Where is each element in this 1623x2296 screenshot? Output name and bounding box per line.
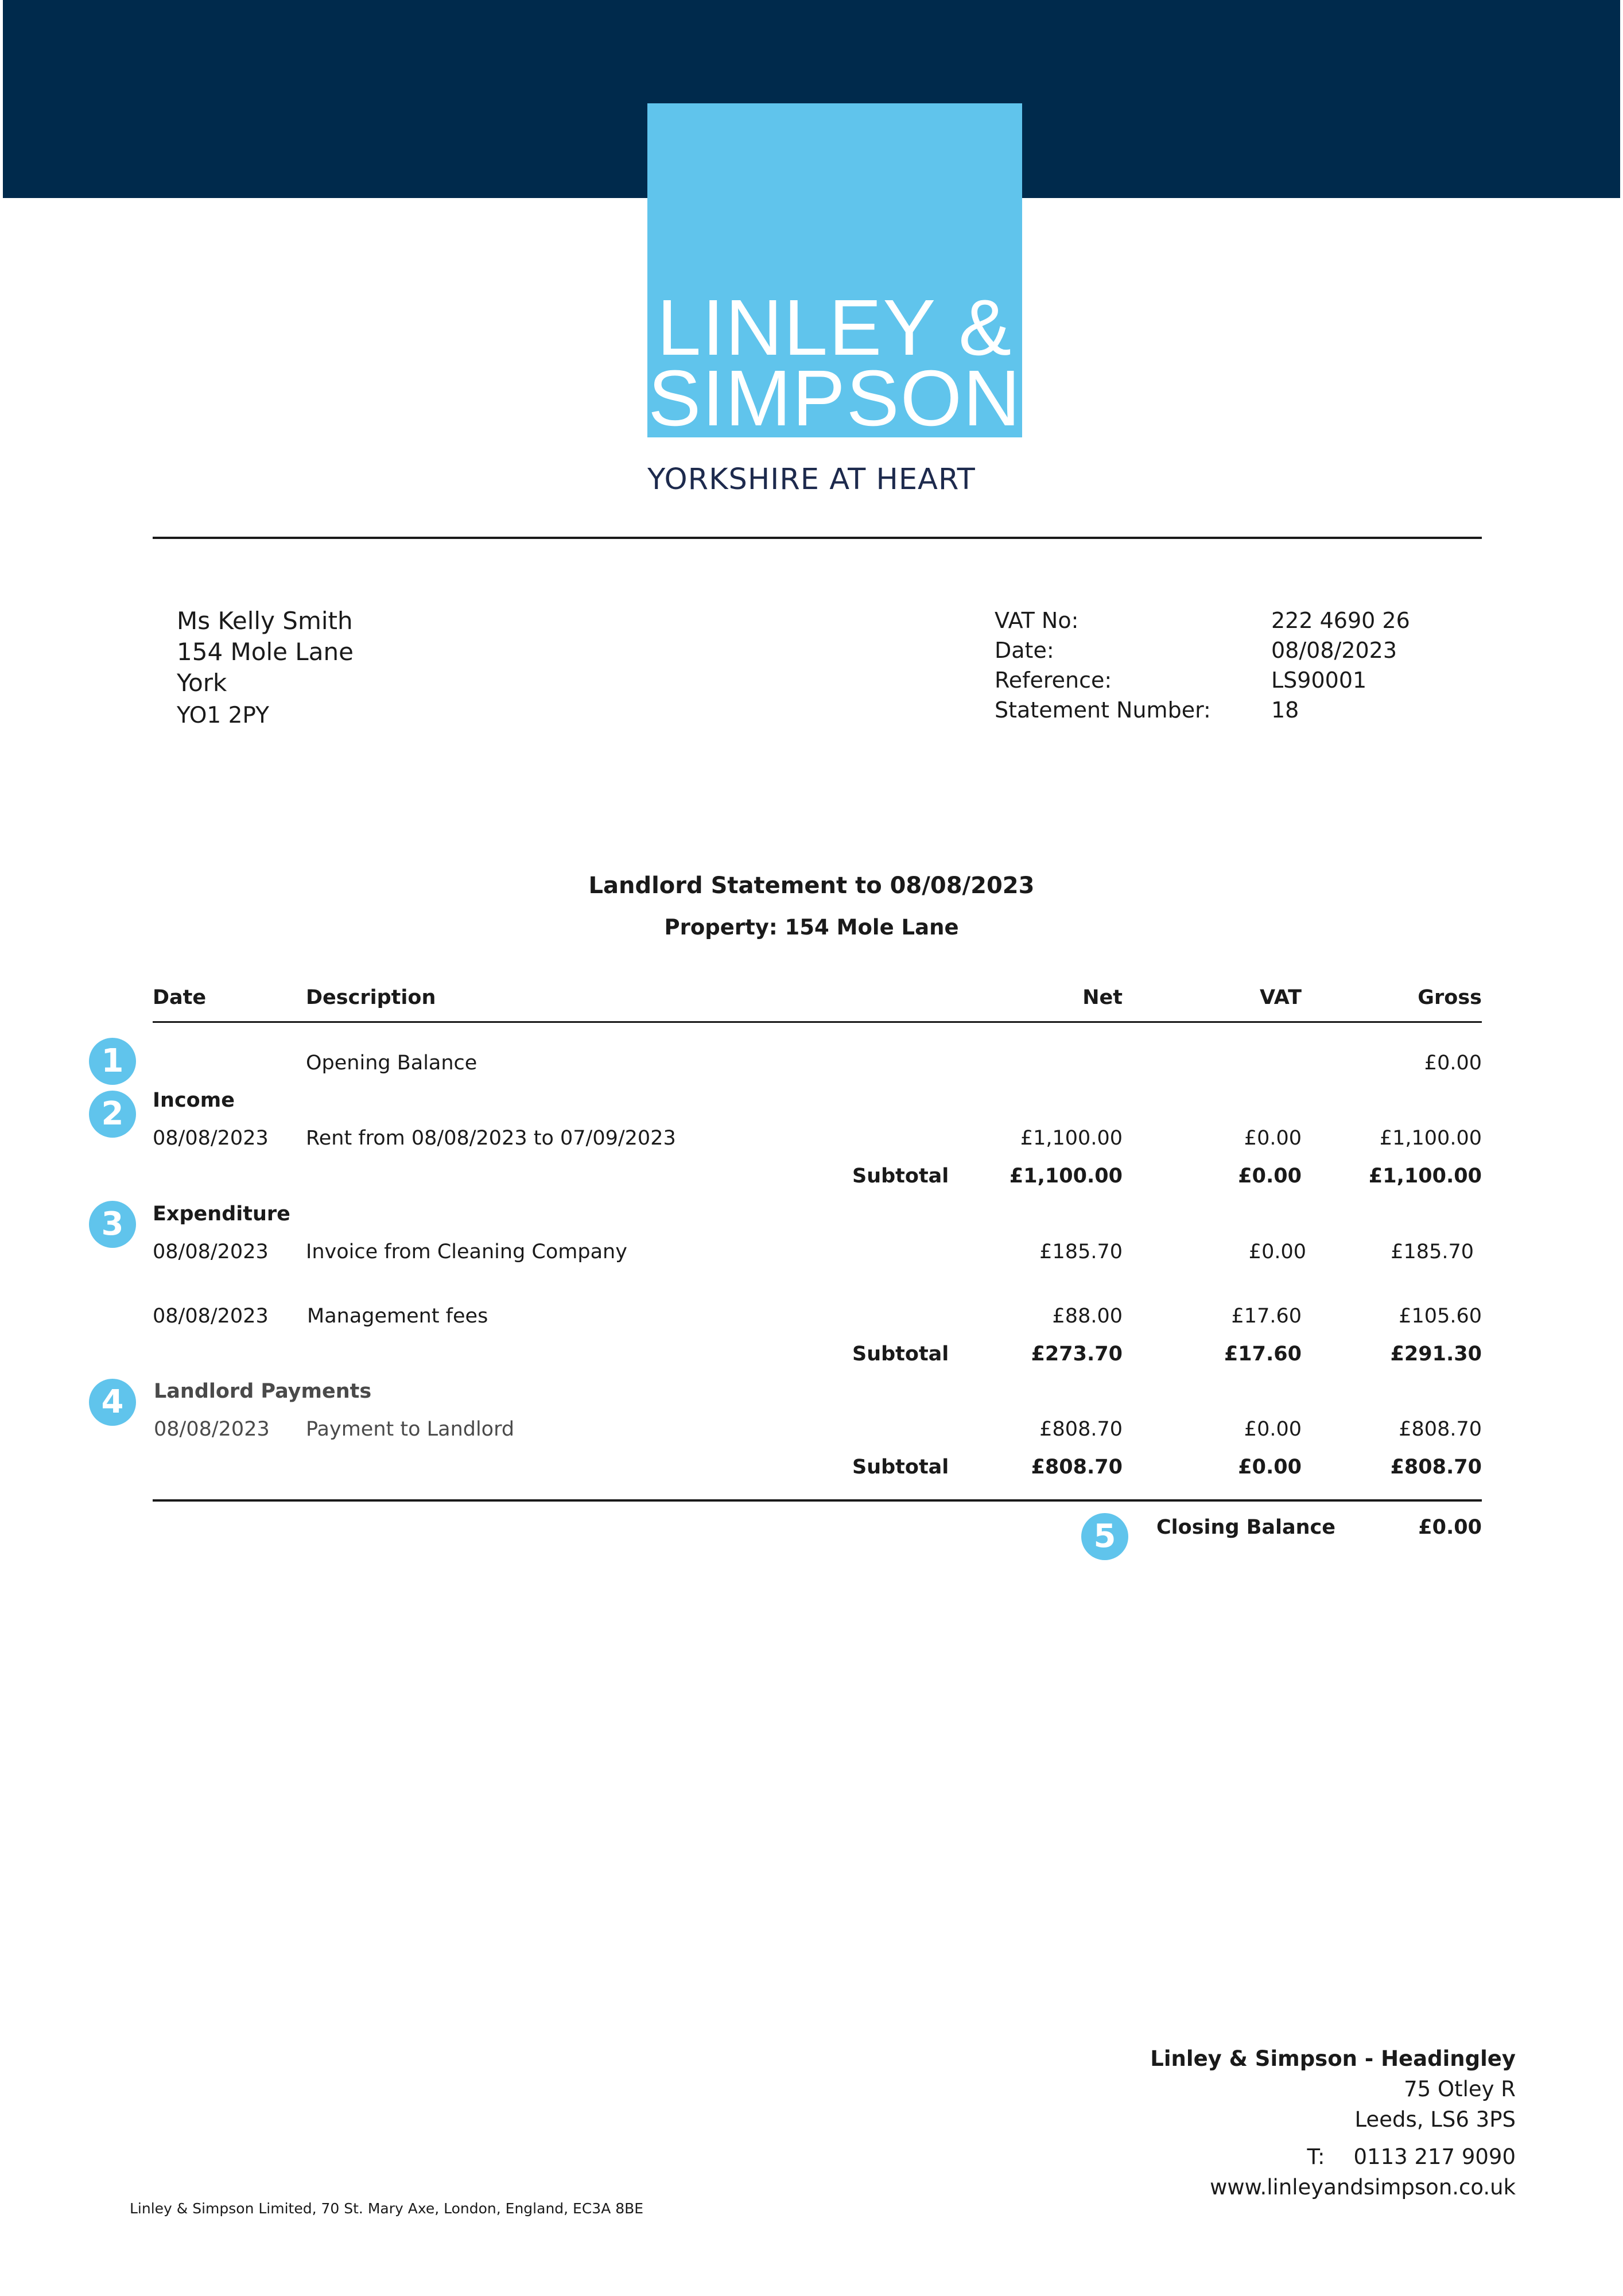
- row-description: Invoice from Cleaning Company: [306, 1240, 627, 1263]
- subtotal-vat: £0.00: [1238, 1165, 1302, 1188]
- recipient-name: Ms Kelly Smith: [177, 607, 353, 635]
- subtotal-net: £1,100.00: [1009, 1165, 1123, 1188]
- subtotal-gross: £1,100.00: [1368, 1165, 1482, 1188]
- row-description: Rent from 08/08/2023 to 07/09/2023: [306, 1127, 676, 1150]
- company-logo: [647, 103, 1022, 443]
- branch-address-line1: 75 Otley R: [1404, 2077, 1516, 2101]
- subtotal-label: Subtotal: [852, 1456, 949, 1479]
- subtotal-vat: £17.60: [1224, 1343, 1302, 1366]
- logo-text-line2: SIMPSON: [648, 354, 1022, 443]
- statement-property: Property: 154 Mole Lane: [664, 915, 959, 940]
- column-header-gross: Gross: [1418, 986, 1482, 1009]
- meta-label: Date:: [995, 638, 1054, 663]
- section-heading-expenditure: Expenditure: [153, 1203, 290, 1225]
- statement-title: Landlord Statement to 08/08/2023: [588, 872, 1035, 899]
- branch-telephone: [1150, 2142, 1516, 2172]
- row-description: Management fees: [307, 1305, 488, 1328]
- recipient-city: York: [177, 669, 227, 697]
- telephone-label: T:: [1307, 2144, 1325, 2169]
- row-net: £88.00: [1052, 1305, 1123, 1328]
- row-vat: £0.00: [1248, 1240, 1306, 1263]
- meta-value: 08/08/2023: [1271, 638, 1397, 663]
- footer-legal-address: Linley & Simpson Limited, 70 St. Mary Axe, London, England, EC3A 8BE: [130, 2200, 644, 2217]
- meta-row-statement-number: [995, 695, 1454, 725]
- row-net: £1,100.00: [1020, 1127, 1123, 1150]
- subtotal-net: £808.70: [1031, 1456, 1123, 1479]
- recipient-postcode: YO1 2PY: [177, 703, 269, 728]
- closing-balance-label: Closing Balance: [1156, 1516, 1336, 1539]
- row-date: 08/08/2023: [153, 1240, 269, 1263]
- row-vat: £17.60: [1231, 1305, 1302, 1328]
- subtotal-net: £273.70: [1031, 1343, 1123, 1366]
- subtotal-label: Subtotal: [852, 1165, 949, 1188]
- column-header-description: Description: [306, 986, 436, 1009]
- row-net: £808.70: [1039, 1418, 1123, 1441]
- row-vat: £0.00: [1244, 1127, 1302, 1150]
- row-gross: £185.70: [1391, 1240, 1474, 1263]
- row-gross: £1,100.00: [1379, 1127, 1482, 1150]
- meta-value: 222 4690 26: [1271, 608, 1410, 633]
- row-vat: £0.00: [1244, 1418, 1302, 1441]
- row-date: 08/08/2023: [153, 1127, 269, 1150]
- branch-address-line2: Leeds, LS6 3PS: [1354, 2107, 1516, 2132]
- recipient-address: [177, 606, 354, 731]
- meta-value: LS90001: [1271, 668, 1367, 693]
- branch-name: Linley & Simpson - Headingley: [1150, 2046, 1516, 2071]
- branch-contact: [1150, 2043, 1516, 2202]
- step-badge-1: 1: [89, 1038, 136, 1085]
- row-net: £185.70: [1039, 1240, 1123, 1263]
- meta-label: Statement Number:: [995, 697, 1211, 723]
- table-footer-divider: [153, 1499, 1482, 1502]
- recipient-street: 154 Mole Lane: [177, 638, 354, 666]
- meta-value: 18: [1271, 697, 1299, 723]
- telephone-number: 0113 217 9090: [1353, 2144, 1516, 2169]
- section-heading-landlord-payments: Landlord Payments: [154, 1380, 372, 1403]
- column-header-date: Date: [153, 986, 207, 1009]
- row-date: 08/08/2023: [154, 1418, 270, 1441]
- statement-meta: [995, 606, 1454, 725]
- opening-balance-gross: £0.00: [1424, 1052, 1482, 1075]
- step-badge-3: 3: [89, 1201, 136, 1248]
- subtotal-label: Subtotal: [852, 1343, 949, 1366]
- row-gross: £105.60: [1399, 1305, 1482, 1328]
- step-badge-4: 4: [89, 1379, 136, 1426]
- row-date: 08/08/2023: [153, 1305, 269, 1328]
- opening-balance-label: Opening Balance: [306, 1052, 477, 1075]
- meta-row-reference: [995, 665, 1454, 695]
- meta-label: VAT No:: [995, 608, 1079, 633]
- meta-label: Reference:: [995, 668, 1112, 693]
- row-description: Payment to Landlord: [306, 1418, 515, 1441]
- column-header-vat: VAT: [1260, 986, 1302, 1009]
- logo-text-line1: LINLEY &: [657, 284, 1013, 372]
- meta-row-vat: [995, 606, 1454, 635]
- step-badge-2: 2: [89, 1091, 136, 1138]
- table-header-divider: [153, 1021, 1482, 1023]
- meta-row-date: [995, 635, 1454, 665]
- closing-balance-gross: £0.00: [1418, 1516, 1482, 1539]
- row-gross: £808.70: [1399, 1418, 1482, 1441]
- section-heading-income: Income: [153, 1089, 235, 1112]
- subtotal-gross: £808.70: [1390, 1456, 1482, 1479]
- step-badge-5: 5: [1081, 1513, 1128, 1560]
- brand-tagline: YORKSHIRE AT HEART: [647, 463, 976, 497]
- branch-website-link[interactable]: www.linleyandsimpson.co.uk: [1210, 2175, 1516, 2200]
- subtotal-vat: £0.00: [1238, 1456, 1302, 1479]
- column-header-net: Net: [1082, 986, 1123, 1009]
- header-divider: [153, 537, 1482, 539]
- subtotal-gross: £291.30: [1390, 1343, 1482, 1366]
